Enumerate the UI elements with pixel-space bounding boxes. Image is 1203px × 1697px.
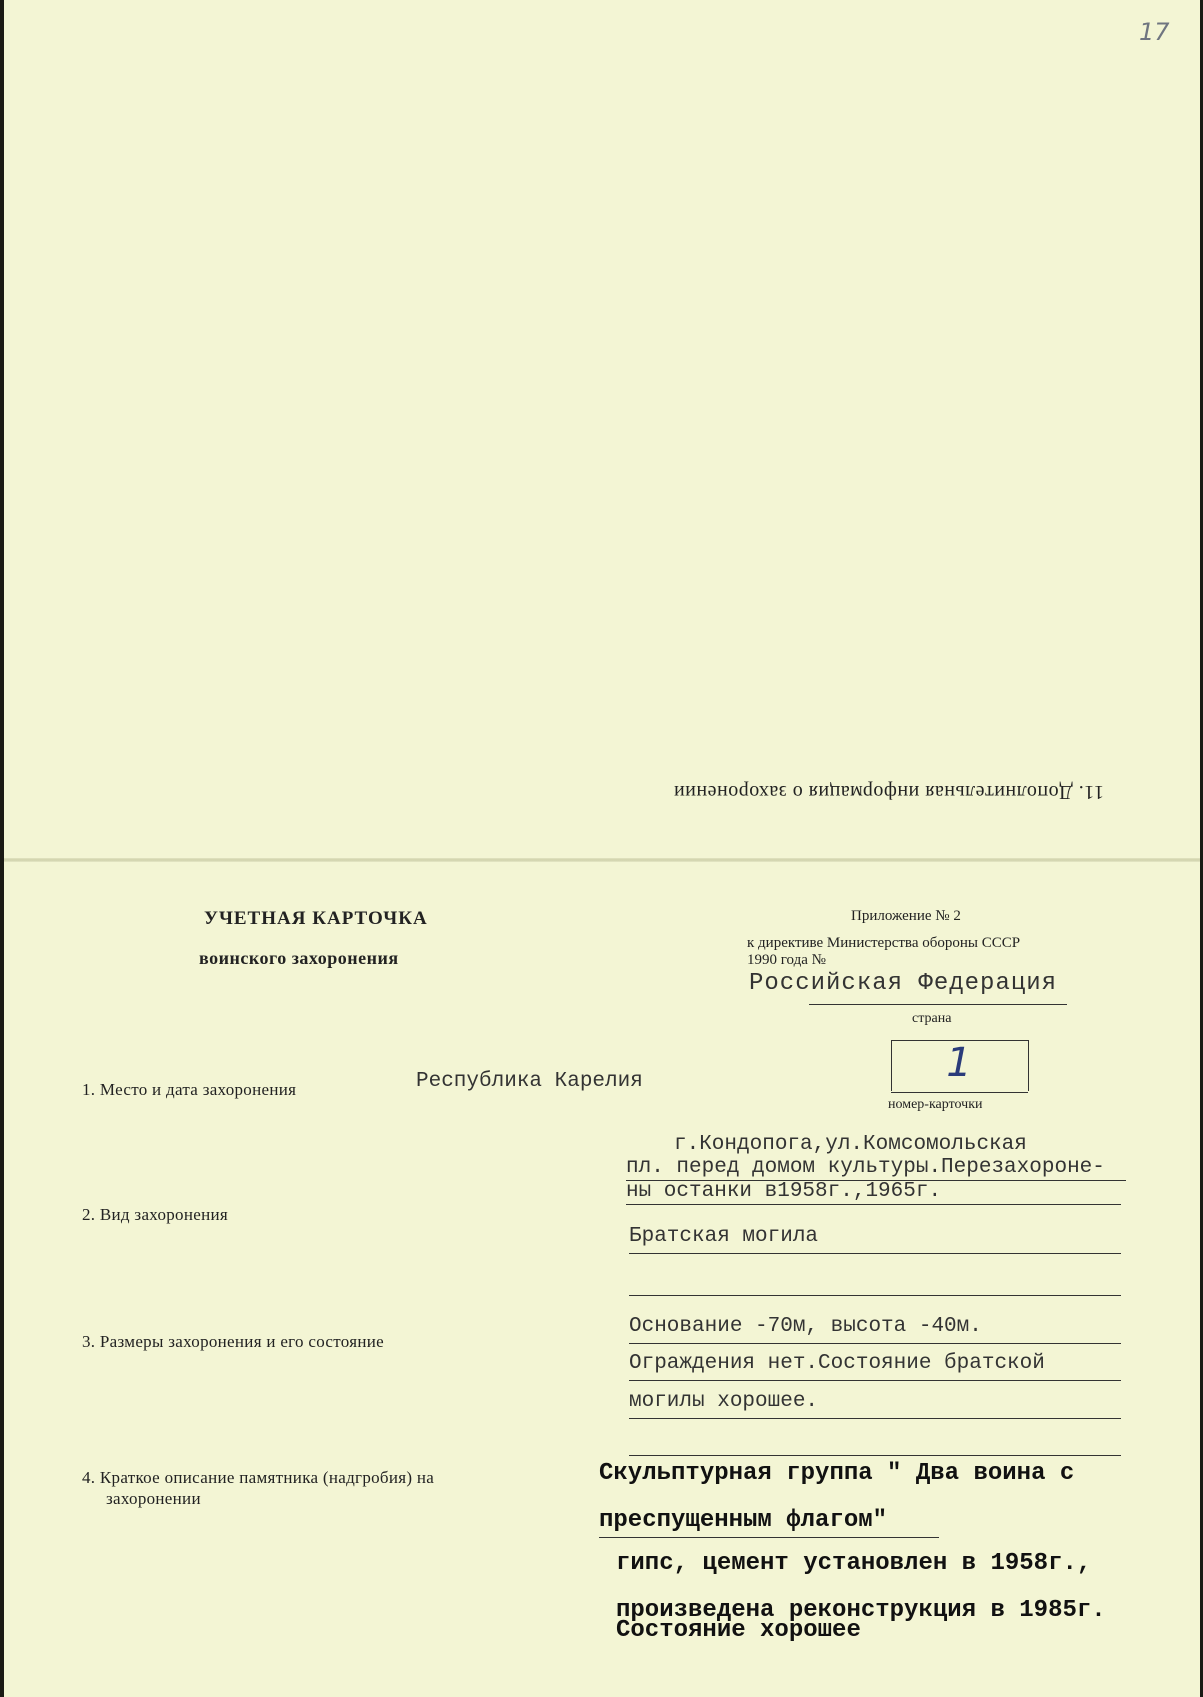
kind-underline2 <box>629 1295 1121 1296</box>
monument-label: 4. Краткое описание памятника (надгробия) на <box>82 1468 435 1487</box>
place-value-line2: г.Кондопога,ул.Комсомольская <box>674 1133 1027 1156</box>
size-value-line1: Основание -70м, высота -40м. <box>629 1315 982 1338</box>
place-value-line1: Республика Карелия <box>416 1070 643 1093</box>
monument-underline1 <box>599 1537 939 1538</box>
country-label: страна <box>912 1011 952 1026</box>
size-value-line3: могилы хорошее. <box>629 1390 819 1413</box>
monument-label-cont: захоронении <box>106 1489 201 1508</box>
monument-value-line2: преспущенным флагом" <box>599 1507 888 1534</box>
size-underline4 <box>629 1455 1121 1456</box>
kind-underline1 <box>629 1253 1121 1254</box>
appendix-number: Приложение № 2 <box>851 908 961 924</box>
card-number-value: 1 <box>946 1040 972 1086</box>
monument-value-line3: гипс, цемент установлен в 1958г., <box>616 1550 1092 1577</box>
size-label: 3. Размеры захоронения и его состояние <box>82 1332 385 1351</box>
upside-down-heading: 11. Дополнительная информация о захоронении <box>673 781 1104 803</box>
kind-label: 2. Вид захоронения <box>82 1205 229 1224</box>
monument-value-line4: произведена реконструкция в 1985г. <box>616 1597 1106 1624</box>
place-value-line4: ны останки в1958г.,1965г. <box>626 1180 942 1203</box>
card-number-underline <box>891 1092 1028 1093</box>
card-title: УЧЕТНАЯ КАРТОЧКА <box>204 908 428 929</box>
appendix-year: 1990 года № <box>747 952 826 968</box>
appendix-directive: к директиве Министерства обороны СССР <box>747 935 1021 951</box>
size-underline1 <box>629 1343 1121 1344</box>
monument-value-line5: Состояние хорошее <box>616 1617 861 1644</box>
country-underline <box>809 1004 1067 1005</box>
size-underline2 <box>629 1380 1121 1381</box>
place-underline2 <box>626 1204 1121 1205</box>
monument-value-line1: Скульптурная группа " Два воина с <box>599 1460 1075 1487</box>
country-value: Российская Федерация <box>749 970 1058 997</box>
fold-line <box>4 858 1200 862</box>
size-underline3 <box>629 1418 1121 1419</box>
place-label: 1. Место и дата захоронения <box>82 1080 297 1099</box>
document-sheet <box>4 0 1200 1697</box>
kind-value: Братская могила <box>629 1225 819 1248</box>
card-subtitle: воинского захоронения <box>199 948 399 968</box>
card-number-label: номер-карточки <box>888 1097 983 1112</box>
size-value-line2: Ограждения нет.Состояние братской <box>629 1352 1045 1375</box>
place-value-line3: пл. перед домом культуры.Перезахороне- <box>626 1156 1105 1179</box>
page-number: 17 <box>1139 18 1170 46</box>
